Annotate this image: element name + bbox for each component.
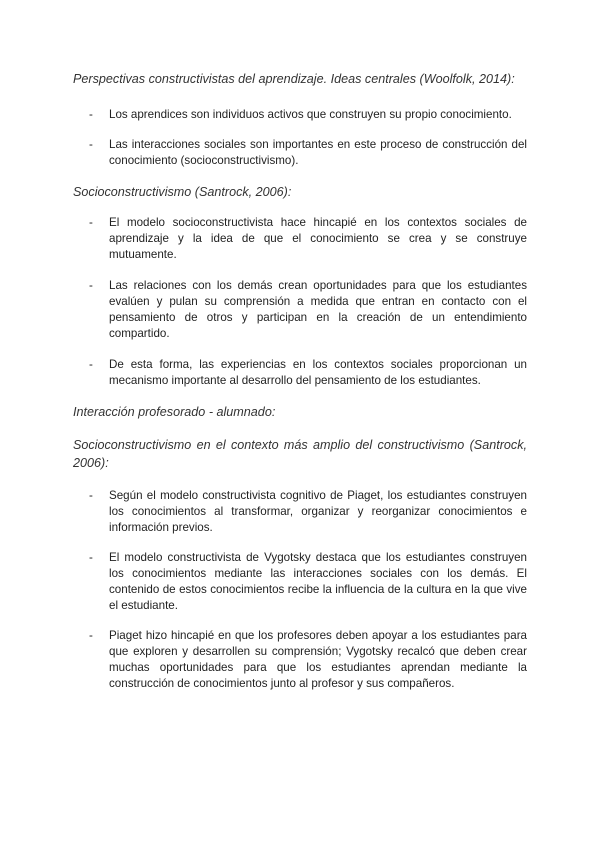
list-item — [73, 357, 527, 389]
bullet-list — [73, 488, 527, 692]
list-item-text: Los aprendices son individuos activos que construyen su propio conocimiento. — [109, 108, 512, 121]
list-item-text: Piaget hizo hincapié en que los profesores deben apoyar a los estudiantes para que exploren y desarrollen su comprensión; Vygotsky recalcó que deben crear muchas oportunidades para que los estudiantes aprendan mediante la construcción de conocimientos junto al profesor y sus compañeros. — [109, 629, 527, 690]
bullet-dash: - — [89, 216, 93, 229]
list-item — [73, 550, 527, 614]
bullet-dash: - — [89, 629, 93, 642]
section-heading-teacher-student-interaction: Interacción profesorado - alumnado: — [73, 405, 276, 419]
list-item — [73, 215, 527, 263]
section-heading-socioconstructivism: Socioconstructivismo (Santrock, 2006): — [73, 185, 292, 199]
bullet-dash: - — [89, 279, 93, 292]
bullet-dash: - — [89, 108, 93, 121]
list-item — [73, 107, 527, 123]
document-page — [73, 70, 527, 692]
list-item-text: Según el modelo constructivista cognitivo de Piaget, los estudiantes construyen los conocimientos al transformar, organizar y reorganizar conocimientos e información previos. — [109, 489, 527, 534]
section-heading-constructivist-perspectives: Perspectivas constructivistas del aprendizaje. Ideas centrales (Woolfolk, 2014): — [73, 72, 515, 86]
section-heading-broader-constructivism: Socioconstructivismo en el contexto más amplio del constructivismo (Santrock, 2006): — [73, 438, 527, 470]
bullet-dash: - — [89, 551, 93, 564]
list-item — [73, 628, 527, 692]
list-item-text: El modelo socioconstructivista hace hincapié en los contextos sociales de aprendizaje y la idea de que el conocimiento se crea y se construye mutuamente. — [109, 216, 527, 261]
list-item — [73, 488, 527, 536]
bullet-list — [73, 215, 527, 389]
bullet-dash: - — [89, 358, 93, 371]
bullet-dash: - — [89, 138, 93, 151]
list-item — [73, 137, 527, 169]
list-item-text: Las relaciones con los demás crean oportunidades para que los estudiantes evalúen y pulan su comprensión a medida que entran en contacto con el pensamiento de otros y participan en la creación de un entendimiento compartido. — [109, 279, 527, 340]
list-item-text: Las interacciones sociales son importantes en este proceso de construcción del conocimiento (socioconstructivismo). — [109, 138, 527, 167]
bullet-dash: - — [89, 489, 93, 502]
list-item-text: El modelo constructivista de Vygotsky destaca que los estudiantes construyen los conocimientos mediante las interacciones sociales con los demás. El contenido de estos conocimientos recibe la influencia de la cultura en la que vive el estudiante. — [109, 551, 527, 612]
bullet-list — [73, 107, 527, 169]
list-item-text: De esta forma, las experiencias en los contextos sociales proporcionan un mecanismo importante al desarrollo del pensamiento de los estudiantes. — [109, 358, 527, 387]
list-item — [73, 278, 527, 342]
